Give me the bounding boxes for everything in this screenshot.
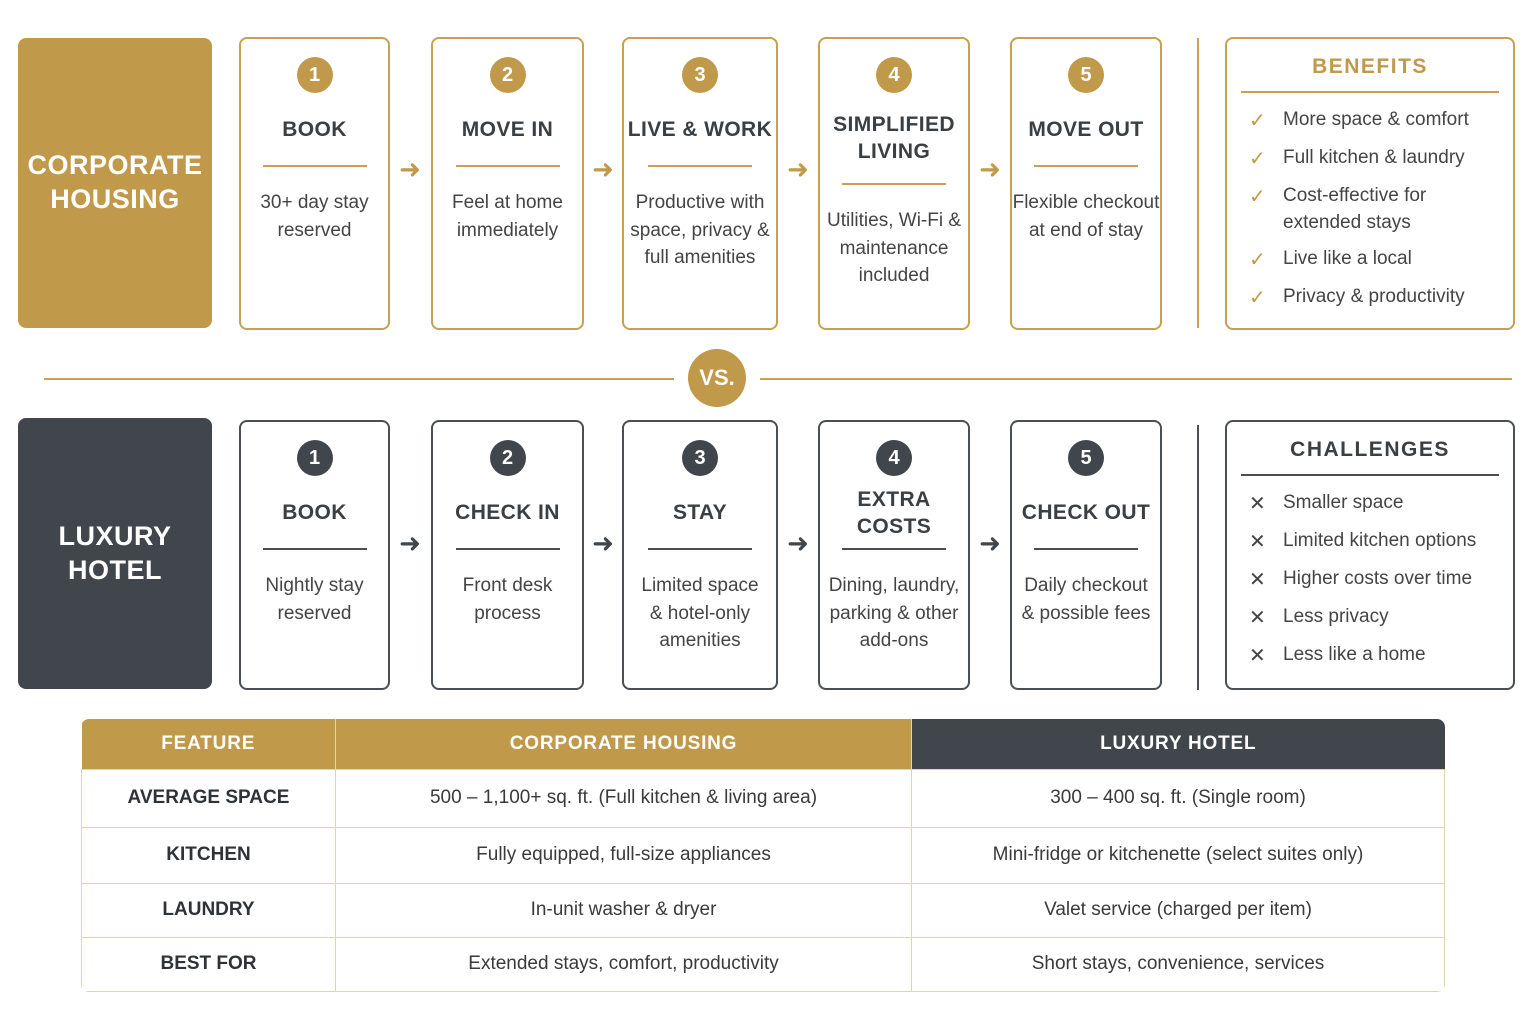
right-arrow-icon: ➜	[399, 154, 421, 184]
step-description: Nightly stay reserved	[265, 575, 364, 624]
step-divider	[648, 165, 752, 167]
cross-icon: ✕	[1249, 531, 1266, 553]
hotel-cell: Short stays, convenience, services	[912, 937, 1445, 991]
benefit-text: Cost-effective for extended stays	[1283, 185, 1427, 233]
step-description: Dining, laundry, parking & other add-ons	[828, 575, 960, 652]
hotel-cell: Valet service (charged per item)	[912, 883, 1445, 937]
step-number-badge: 1	[297, 57, 333, 93]
step-description: Limited space & hotel-only amenities	[641, 575, 759, 652]
step-description: Front desk process	[462, 575, 553, 624]
step-description: Daily checkout & possible fees	[1021, 575, 1151, 624]
step-divider	[842, 183, 946, 185]
section-divider	[1197, 38, 1199, 328]
feature-cell: KITCHEN	[82, 827, 336, 883]
step-number-badge: 5	[1068, 57, 1104, 93]
feature-cell: LAUNDRY	[82, 883, 336, 937]
challenge-item	[1249, 490, 1513, 518]
step-title: LIVE & WORK	[627, 118, 773, 142]
cross-icon: ✕	[1249, 493, 1266, 515]
step-number-badge: 2	[490, 440, 526, 476]
vs-divider-right	[760, 378, 1512, 380]
feature-cell: AVERAGE SPACE	[82, 769, 336, 827]
corporate-step-1	[239, 37, 390, 330]
table-header-row	[82, 719, 1445, 769]
challenge-text: Smaller space	[1283, 492, 1404, 513]
check-icon: ✓	[1249, 287, 1266, 310]
hotel-step-3	[622, 420, 778, 690]
benefit-item	[1249, 284, 1513, 312]
challenges-panel	[1225, 420, 1515, 690]
step-title: BOOK	[282, 501, 347, 525]
step-description: Feel at home immediately	[452, 192, 563, 241]
challenge-text: Higher costs over time	[1283, 568, 1473, 589]
step-title: CHECK IN	[455, 501, 560, 525]
right-arrow-icon: ➜	[787, 154, 809, 184]
header-luxury-hotel: LUXURY HOTEL	[912, 719, 1445, 769]
luxury-hotel-label-text: LUXURY HOTEL	[58, 520, 172, 585]
step-title: SIMPLIFIED LIVING	[833, 112, 955, 163]
check-icon: ✓	[1249, 148, 1266, 170]
step-number-badge: 5	[1068, 440, 1104, 476]
step-number-badge: 3	[682, 440, 718, 476]
challenges-title: CHALLENGES	[1290, 438, 1450, 461]
benefits-list	[1227, 107, 1513, 312]
comparison-table	[81, 719, 1445, 992]
step-title: CHECK OUT	[1021, 501, 1151, 525]
corporate-step-3	[622, 37, 778, 330]
cross-icon: ✕	[1249, 645, 1266, 667]
check-icon: ✓	[1249, 110, 1266, 132]
challenge-item	[1249, 604, 1513, 632]
step-description: 30+ day stay reserved	[260, 192, 369, 241]
step-title: BOOK	[282, 118, 347, 142]
hotel-step-1	[239, 420, 390, 690]
benefits-panel	[1225, 37, 1515, 330]
step-title: MOVE OUT	[1028, 118, 1144, 142]
step-description: Flexible checkout at end of stay	[1012, 192, 1160, 241]
step-number-badge: 4	[876, 440, 912, 476]
right-arrow-icon: ➜	[399, 528, 421, 558]
step-description: Productive with space, privacy & full amenities	[630, 192, 770, 269]
table-row	[82, 937, 1445, 991]
step-divider	[648, 548, 752, 550]
benefit-text: Privacy & productivity	[1283, 286, 1465, 308]
table-row	[82, 769, 1445, 827]
header-feature: FEATURE	[82, 719, 336, 769]
luxury-hotel-label	[18, 418, 212, 689]
step-description: Utilities, Wi-Fi & maintenance included	[826, 210, 962, 287]
table-row	[82, 883, 1445, 937]
header-corporate-housing: CORPORATE HOUSING	[336, 719, 912, 769]
challenge-item	[1249, 566, 1513, 594]
step-number-badge: 1	[297, 440, 333, 476]
corporate-cell: In-unit washer & dryer	[336, 883, 912, 937]
step-number-badge: 3	[682, 57, 718, 93]
right-arrow-icon: ➜	[787, 528, 809, 558]
step-divider	[456, 548, 560, 550]
right-arrow-icon: ➜	[979, 528, 1001, 558]
vs-divider-left	[44, 378, 674, 380]
cross-icon: ✕	[1249, 569, 1266, 591]
step-divider	[263, 548, 367, 550]
check-icon: ✓	[1249, 249, 1266, 272]
check-icon: ✓	[1249, 186, 1266, 208]
section-divider	[1197, 425, 1199, 690]
corporate-step-2	[431, 37, 584, 330]
step-title: EXTRA COSTS	[856, 487, 932, 538]
hotel-step-5	[1010, 420, 1162, 690]
corporate-housing-label-text: CORPORATE HOUSING	[27, 150, 203, 214]
step-number-badge: 2	[490, 57, 526, 93]
benefits-divider	[1241, 91, 1499, 93]
right-arrow-icon: ➜	[979, 154, 1001, 184]
feature-cell: BEST FOR	[82, 937, 336, 991]
challenge-text: Less privacy	[1283, 606, 1389, 627]
benefit-item	[1249, 183, 1513, 236]
right-arrow-icon: ➜	[592, 154, 614, 184]
benefits-title: BENEFITS	[1312, 55, 1428, 78]
hotel-step-2	[431, 420, 584, 690]
step-divider	[1034, 548, 1138, 550]
step-divider	[263, 165, 367, 167]
hotel-cell: Mini-fridge or kitchenette (select suites only)	[912, 827, 1445, 883]
step-divider	[456, 165, 560, 167]
hotel-step-4	[818, 420, 970, 690]
corporate-cell: Fully equipped, full-size appliances	[336, 827, 912, 883]
challenge-text: Less like a home	[1283, 644, 1426, 665]
vs-badge: VS.	[688, 349, 746, 407]
challenge-item	[1249, 528, 1513, 556]
corporate-cell: Extended stays, comfort, productivity	[336, 937, 912, 991]
benefit-text: Full kitchen & laundry	[1283, 147, 1465, 168]
step-number-badge: 4	[876, 57, 912, 93]
step-divider	[842, 548, 946, 550]
corporate-cell: 500 – 1,100+ sq. ft. (Full kitchen & living area)	[336, 769, 912, 827]
step-title: STAY	[672, 501, 728, 525]
benefit-text: More space & comfort	[1283, 109, 1469, 130]
challenge-text: Limited kitchen options	[1283, 530, 1477, 551]
corporate-housing-label	[18, 38, 212, 328]
corporate-step-5	[1010, 37, 1162, 330]
step-divider	[1034, 165, 1138, 167]
benefit-item	[1249, 107, 1513, 135]
cross-icon: ✕	[1249, 607, 1266, 629]
step-title: MOVE IN	[461, 118, 554, 142]
right-arrow-icon: ➜	[592, 528, 614, 558]
benefit-text: Live like a local	[1283, 248, 1412, 270]
challenge-item	[1249, 642, 1513, 670]
hotel-cell: 300 – 400 sq. ft. (Single room)	[912, 769, 1445, 827]
challenges-list	[1227, 490, 1513, 670]
benefit-item	[1249, 145, 1513, 173]
corporate-step-4	[818, 37, 970, 330]
benefit-item	[1249, 246, 1513, 274]
challenges-divider	[1241, 474, 1499, 476]
table-row	[82, 827, 1445, 883]
